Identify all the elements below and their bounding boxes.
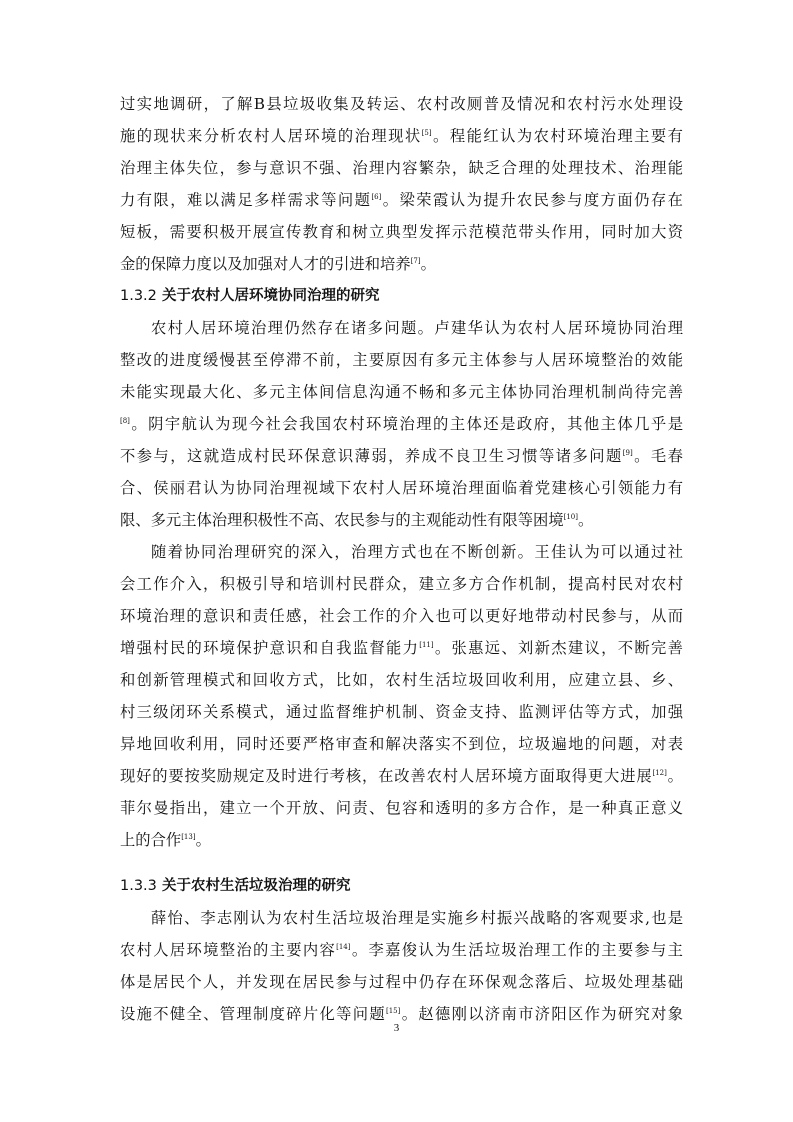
text-run: 增强村民的环境保护意识和自我监督能力 <box>120 639 420 657</box>
text-run: 。 <box>578 511 594 529</box>
text-line <box>120 728 683 760</box>
section-title: 关于农村生活垃圾治理的研究 <box>161 878 351 894</box>
text-run: 治理主体失位，参与意识不强、治理内容繁杂，缺乏合理的处理技术、治理能 <box>120 159 683 177</box>
text-line <box>120 184 683 216</box>
citation-ref: [5] <box>421 129 432 137</box>
text-line <box>120 216 683 248</box>
text-run: 体是居民个人，并发现在居民参与过程中仍存在环保观念落后、垃圾处理基础 <box>120 973 683 991</box>
text-run: 整改的进度缓慢甚至停滞不前，主要原因有多元主体参与人居环境整治的效能 <box>120 351 683 369</box>
citation-ref: [12] <box>652 769 667 777</box>
text-run: 。程能红认为农村环境治理主要有 <box>431 127 683 145</box>
citation-ref: [6] <box>371 193 382 201</box>
text-run: 异地回收利用，同时还要严格审查和解决落实不到位，垃圾遍地的问题，对表 <box>120 735 683 753</box>
text-run: 限、多元主体治理积极性不高、农民参与的主观能动性有限等困境 <box>120 511 564 529</box>
text-line <box>120 408 683 440</box>
citation-ref: [10] <box>563 513 578 521</box>
text-run: 。阴宇航认为现今社会我国农村环境治理的主体还是政府，其他主体几乎是 <box>129 415 683 433</box>
text-run: 。毛春 <box>632 447 683 465</box>
text-run: 农村人居环境治理仍然存在诸多问题。卢建华认为农村人居环境协同治理 <box>151 319 683 337</box>
text-run: 未能实现最大化、多元主体间信息沟通不畅和多元主体协同治理机制尚待完善 <box>120 383 683 401</box>
text-line <box>120 760 683 792</box>
text-run: 现好的要按奖励规定及时进行考核，在改善农村人居环境方面取得更大进展 <box>120 767 653 785</box>
section-heading-1-3-2 <box>120 280 379 312</box>
text-line <box>120 440 683 472</box>
text-line <box>120 248 683 280</box>
text-run: 环境治理的意识和责任感，社会工作的介入也可以更好地带动村民参与，从而 <box>120 607 683 625</box>
text-run: 菲尔曼指出，建立一个开放、问责、包容和透明的多方合作，是一种真正意义 <box>120 799 683 817</box>
text-run: 施的现状来分析农村人居环境的治理现状 <box>120 127 422 145</box>
text-run: 。 <box>666 767 683 785</box>
citation-ref: [8] <box>120 417 130 425</box>
text-line <box>120 568 683 600</box>
text-line <box>120 600 683 632</box>
text-line <box>120 536 683 568</box>
text-run: 金的保障力度以及加强对人才的引进和培养 <box>120 255 411 273</box>
text-run: 。 <box>195 831 211 849</box>
text-run: 村三级闭环关系模式，通过监督维护机制、资金支持、监测评估等方式，加强 <box>120 703 683 721</box>
citation-ref: [15] <box>386 1007 401 1015</box>
text-run: 。张惠远、刘新杰建议，不断完善 <box>433 639 683 657</box>
text-run: 。梁荣霞认为提升农民参与度方面仍存在 <box>381 191 683 209</box>
text-run: 过实地调研，了解B县垃圾收集及转运、农村改厕普及情况和农村污水处理设 <box>120 95 683 113</box>
page-number: 3 <box>393 1022 400 1034</box>
text-line <box>120 966 683 998</box>
text-line <box>120 120 683 152</box>
citation-ref: [9] <box>622 449 633 457</box>
citation-ref: [11] <box>419 641 434 649</box>
text-run: 农村人居环境整治的主要内容 <box>120 941 337 959</box>
text-run: 合、侯丽君认为协同治理视域下农村人居环境治理面临着党建核心引领能力有 <box>120 479 683 497</box>
text-run: 。赵德刚以济南市济阳区作为研究对象 <box>400 1005 683 1023</box>
text-line <box>120 934 683 966</box>
text-line <box>120 696 683 728</box>
text-line <box>120 504 683 536</box>
text-run: 短板，需要积极开展宣传教育和树立典型发挥示范模范带头作用，同时加大资 <box>120 223 683 241</box>
text-run: 薛怡、李志刚认为农村生活垃圾治理是实施乡村振兴战略的客观要求,也是 <box>151 909 683 927</box>
text-line <box>120 824 683 856</box>
text-line <box>120 632 683 664</box>
text-run: 会工作介入，积极引导和培训村民群众，建立多方合作机制，提高村民对农村 <box>120 575 683 593</box>
text-line <box>120 472 683 504</box>
text-line <box>120 312 683 344</box>
text-line <box>120 88 683 120</box>
text-run: 力有限，难以满足多样需求等问题 <box>120 191 372 209</box>
text-run: 。 <box>420 255 436 273</box>
text-line <box>120 344 683 376</box>
citation-ref: [14] <box>336 943 351 951</box>
citation-ref: [13] <box>181 833 196 841</box>
text-run: 。李嘉俊认为生活垃圾治理工作的主要参与主 <box>350 941 683 959</box>
section-heading-1-3-3 <box>120 870 350 902</box>
section-number: 1.3.2 <box>120 288 157 304</box>
text-line <box>120 792 683 824</box>
text-run: 随着协同治理研究的深入，治理方式也在不断创新。王佳认为可以通过社 <box>151 543 683 561</box>
section-number: 1.3.3 <box>120 878 157 894</box>
section-title: 关于农村人居环境协同治理的研究 <box>161 288 380 304</box>
text-run: 设施不健全、管理制度碎片化等问题 <box>120 1005 386 1023</box>
text-line <box>120 376 683 408</box>
citation-ref: [7] <box>410 257 421 265</box>
text-run: 和创新管理模式和回收方式，比如，农村生活垃圾回收利用，应建立县、乡、 <box>120 671 683 689</box>
text-line <box>120 664 683 696</box>
text-line <box>120 152 683 184</box>
text-run: 上的合作 <box>120 831 182 849</box>
text-run: 不参与，这就造成村民环保意识薄弱，养成不良卫生习惯等诸多问题 <box>120 447 623 465</box>
text-line <box>120 902 683 934</box>
